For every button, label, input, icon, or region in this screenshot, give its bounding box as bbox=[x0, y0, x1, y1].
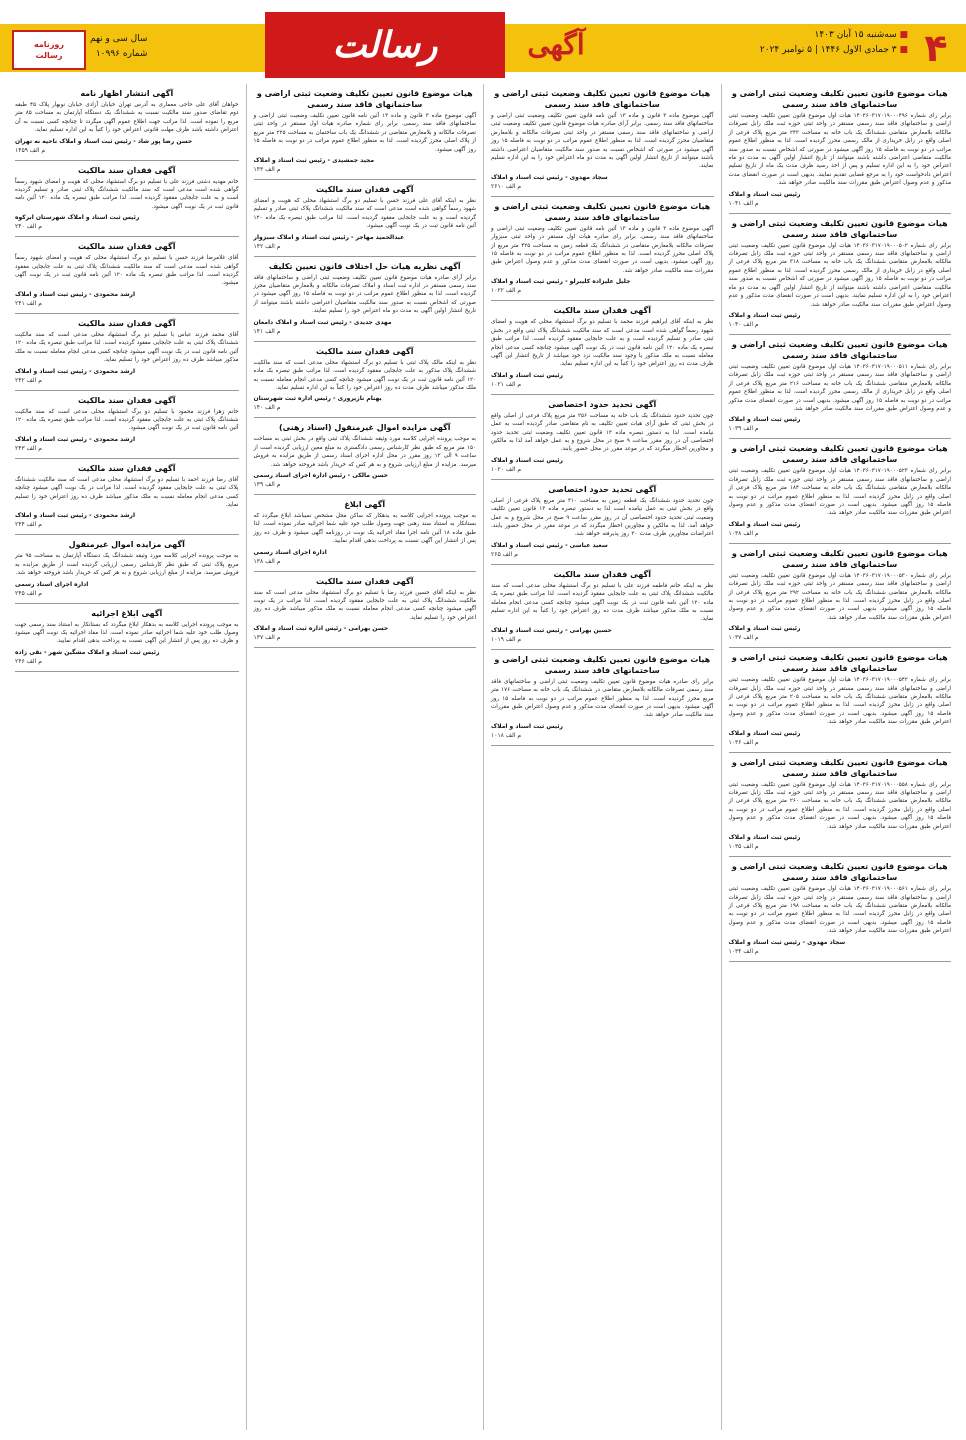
ad-code: م الف ۱۰۲۰ bbox=[491, 465, 522, 473]
ad-title: آگهی فقدان سند مالکیت bbox=[78, 165, 176, 175]
ad-code: م الف ۱۴۱ bbox=[253, 327, 281, 335]
ad-body: به موجب پرونده اجرایی کلاسه مورد وثیقه ششدانگ یک دستگاه آپارتمان به مساحت ۹۵ متر مربع پلاک ثبتی که طبق نظر کارشناس رسمی ارزیابی گردیده است از طریق مزایده به فروش میرسد. مزایده از مبلغ ارزیابی شروع و به هر کس که خریدار باشد فروخته خواهد شد. bbox=[15, 553, 239, 577]
ad-title: هیات موضوع قانون تعیین تکلیف وضعیت ثبتی اراضی و ساختمانهای فاقد سند رسمی bbox=[731, 89, 948, 109]
ad-title: هیات موضوع قانون تعیین تکلیف وضعیت ثبتی اراضی و ساختمانهای فاقد سند رسمی bbox=[731, 862, 948, 883]
ad-title: آگهی فقدان سند مالکیت bbox=[553, 569, 651, 579]
ad-title: هیات موضوع قانون تعیین تکلیف وضعیت ثبتی اراضی و ساختمانهای فاقد سند رسمی bbox=[494, 654, 711, 675]
ad-title: آگهی مزایده اموال غیرمنقول (اسناد رهنی) bbox=[278, 423, 451, 433]
ad-code: م الف ۱۳۹ bbox=[253, 480, 281, 488]
ad-code: م الف ۱۰۱۸ bbox=[491, 731, 522, 739]
ad-code: م الف ۲۴۰ bbox=[15, 223, 42, 231]
ad-body: خواهان آقای علی حاجی معماری به آدرس تهران خیابان آزادی خیابان نوبهار پلاک ۴۵ طبقه دوم تقاضای صدور سند مالکیت نسبت به ششدانگ یک دستگاه آپارتمان به مساحت ۸۵ متر مربع را نموده است. لذا مراتب جهت اطلاع عموم آگهی میگردد تا چنانچه کسی نسبت به آن اعتراض داشته باشد ظرف مهلت قانونی اعتراض خود را کتباً به این اداره تسلیم نماید. bbox=[15, 102, 239, 134]
ad-signature: ارشد محمودی - رئیس ثبت اسناد و املاک bbox=[15, 435, 136, 443]
ad-code: م الف ۱۰۲۲ bbox=[491, 287, 522, 295]
ad-notice bbox=[729, 753, 952, 857]
page-number: ۴ bbox=[924, 26, 948, 70]
ad-notice bbox=[15, 459, 239, 536]
ad-notice bbox=[15, 535, 239, 603]
ad-body: خانم مهدیه دشتی فرزند علی با تسلیم دو برگ استشهاد محلی که هویت و امضای شهود رسماً گواهی شده است مدعی است که سند مالکیت ششدانگ پلاک ثبتی صادر و تسلیم گردیده است و به علت جابجایی مفقود گردیده است. لذا مراتب طبق تبصره یک ماده ۱۲۰ آئین نامه قانون ثبت در یک نوبت آگهی میشود. bbox=[15, 178, 239, 210]
newspaper-logo: رسالت bbox=[265, 12, 505, 78]
ad-signature: اداره اجرای اسناد رسمی bbox=[15, 580, 89, 588]
ad-signature: مهدی جدیدی - رئیس ثبت اسناد و املاک دامغان bbox=[253, 318, 392, 326]
ad-title: هیات موضوع قانون تعیین تکلیف وضعیت ثبتی اراضی و ساختمانهای فاقد سند رسمی bbox=[494, 89, 711, 109]
ad-body: چون تحدید حدود ششدانگ یک باب خانه به مساحت ۲۵۶ متر مربع پلاک فرعی از اصلی واقع در بخش ثبتی که طبق آرای هیات تعیین تکلیف به نام متقاضی صادر گردیده است به عمل نیامده است. لذا به دستور تبصره ماده ۱۳ قانون تعیین تکلیف وضعیت ثبتی تحدید حدود اختصاصی آن در روز مقرر ساعت ۹ صبح در محل شروع و به عمل خواهد آمد لذا به مالکین و مجاورین اخطار میگردد که در موعد مقرر در محل حضور یابند. bbox=[491, 412, 714, 453]
ad-code: م الف ۲۶۵ bbox=[491, 550, 518, 558]
ad-notice bbox=[729, 335, 952, 439]
ad-signature: ارشد محمودی - رئیس ثبت اسناد و املاک bbox=[15, 512, 136, 520]
ad-signature: ارشد محمودی - رئیس ثبت اسناد و املاک bbox=[15, 367, 136, 375]
ad-code: م الف ۲۴۱ bbox=[15, 299, 42, 307]
ad-signature: بهنام نازپروری - رئیس اداره ثبت شهرستان bbox=[253, 395, 382, 403]
ad-body: آقای غلامرضا فرزند حسن با تسلیم دو برگ استشهاد محلی که هویت و امضای شهود رسماً گواهی شده است مدعی است که سند مالکیت ششدانگ پلاک ثبتی به علت جابجایی مفقود گردیده است. لذا مراتب طبق تبصره یک ماده ۱۲۰ آئین نامه قانون ثبت در یک نوبت آگهی میشود. bbox=[15, 255, 239, 287]
ad-body: آقای محمد فرزند عباس با تسلیم دو برگ استشهاد محلی مدعی است که سند مالکیت ششدانگ پلاک ثبتی به علت جابجایی مفقود گردیده است. لذا مراتب طبق تبصره یک ماده ۱۲۰ آئین نامه قانون ثبت در یک نوبت آگهی میشود چنانچه کسی مدعی انجام معامله نسبت به ملک مذکور میباشد ظرف ده روز اعتراض خود را تسلیم نماید. bbox=[15, 331, 239, 364]
ad-notice bbox=[254, 342, 477, 419]
ad-signature: حسن بهرامی - رئیس اداره ثبت اسناد و املاک bbox=[253, 625, 389, 633]
ad-code: م الف ۲۴۲ bbox=[15, 376, 42, 384]
ad-column bbox=[246, 84, 484, 1430]
date-line-2: ۳ جمادی الاول ۱۴۴۶ | ۵ نوامبر ۲۰۲۴ bbox=[759, 45, 897, 55]
ad-body: برابر رای شماره ۱۴۰۳۶۰۳۱۷۰۱۹۰۰۰۵۲۳ هیات اول موضوع قانون تعیین تکلیف وضعیت ثبتی اراضی و ساختمانهای فاقد سند رسمی مستقر در واحد ثبتی حوزه ثبت ملک زابل تصرفات مالکانه بلامعارض متقاضی ششدانگ یک باب خانه به مساحت ۱۸۴ متر مربع پلاک فرعی از اصلی واقع در زابل محرز گردیده است. لذا به منظور اطلاع عموم مراتب در دو نوبت به فاصله ۱۵ روز آگهی میشود. بدیهی است در صورت انقضای مدت مذکور و عدم وصول اعتراض طبق مقررات سند مالکیت صادر خواهد شد. bbox=[728, 468, 951, 517]
ad-signature: رئیس ثبت اسناد و املاک bbox=[728, 311, 801, 319]
ad-signature: حسن رضا پور شاد - رئیس ثبت اسناد و املاک ناحیه نه تهران bbox=[15, 137, 193, 145]
ad-code: م الف ۱۳۷ bbox=[253, 634, 281, 642]
ad-signature: سجاد مهدوی - رئیس ثبت اسناد و املاک bbox=[491, 173, 608, 181]
ad-body: آگهی موضوع ماده ۳ قانون و ماده ۱۳ آئین نامه قانون تعیین تکلیف وضعیت ثبتی اراضی و ساختمانهای فاقد سند رسمی. برابر رای صادره هیات اول مستقر در واحد ثبتی سبزوار تصرفات مالکانه بلامعارض متقاضی در ششدانگ یک قطعه زمین به مساحت ۴۲۵ متر مربع از پلاک اصلی محرز گردیده است. لذا به منظور اطلاع عموم مراتب در دو نوبت به فاصله ۱۵ روز آگهی میشود. بدیهی است در صورت انقضای مدت مذکور و عدم وصول اعتراض طبق مقررات سند مالکیت صادر خواهد شد. bbox=[491, 225, 714, 274]
ad-title: هیات موضوع قانون تعیین تکلیف وضعیت ثبتی اراضی و ساختمانهای فاقد سند رسمی bbox=[731, 548, 948, 569]
ad-notice bbox=[729, 439, 952, 543]
badge-line-1: روزنامه bbox=[34, 40, 64, 49]
ad-body: آگهی موضوع ماده ۳ قانون و ماده ۱۳ آئین نامه قانون تعیین تکلیف وضعیت ثبتی اراضی و ساختمانهای فاقد سند رسمی. برابر رای شماره صادره هیات اول مستقر در واحد ثبتی تصرفات مالکانه و بلامعارض متقاضی در ششدانگ یک باب ساختمان به مساحت ۲۲۵ متر مربع از پلاک اصلی محرز گردیده است. لذا به منظور اطلاع عموم مراتب در دو نوبت به فاصله ۱۵ روز آگهی میشود. bbox=[253, 113, 477, 153]
ad-title: آگهی فقدان سند مالکیت bbox=[78, 318, 176, 328]
ad-column bbox=[8, 84, 246, 1430]
ad-code: م الف ۲۴۳ bbox=[15, 444, 42, 452]
ad-notice bbox=[254, 257, 477, 342]
ad-signature: رئیس ثبت اسناد و املاک bbox=[491, 371, 563, 379]
ad-title: هیات موضوع قانون تعیین تکلیف وضعیت ثبتی اراضی و ساختمانهای فاقد سند رسمی bbox=[731, 444, 948, 465]
ad-notice bbox=[15, 604, 239, 672]
ad-signature: سجاد مهدوی - رئیس ثبت اسناد و املاک bbox=[728, 938, 846, 946]
ad-title: آگهی ابلاغ اجرائیه bbox=[91, 608, 163, 618]
ad-title: هیات موضوع قانون تعیین تکلیف وضعیت ثبتی اراضی و ساختمانهای فاقد سند رسمی bbox=[256, 89, 473, 109]
ad-title: هیات موضوع قانون تعیین تکلیف وضعیت ثبتی اراضی و ساختمانهای فاقد سند رسمی bbox=[731, 757, 948, 778]
ad-code: م الف ۲۴۶ bbox=[15, 657, 42, 665]
badge-line-2: رسالت bbox=[35, 51, 63, 60]
ad-body: به موجب پرونده اجرایی کلاسه به بدهکار ابلاغ میگردد که بستانکار به استناد سند رسمی جهت وصول طلب خود علیه شما اجرائیه صادر نموده است. لذا مفاد اجرائیه یک نوبت آگهی میشود و ظرف ده روز پس از انتشار این آگهی نسبت به پرداخت بدهی اقدام نمایید. bbox=[15, 621, 239, 645]
ad-body: نظر به اینکه خانم فاطمه فرزند علی با تسلیم دو برگ استشهاد محلی مدعی است که سند مالکیت ششدانگ پلاک ثبتی به علت جابجایی مفقود گردیده است. لذا مراتب طبق تبصره یک ماده ۱۲۰ آئین نامه قانون ثبت در یک نوبت آگهی میشود چنانچه کسی مدعی انجام معامله نسبت به ملک مذکور میباشد ظرف مدت ده روز اعتراض خود را کتباً به این اداره تسلیم نماید. bbox=[491, 582, 714, 623]
ad-code: م الف ۱۴۰ bbox=[253, 404, 281, 412]
ad-body: به موجب پرونده اجرایی کلاسه مورد وثیقه ششدانگ پلاک ثبتی واقع در بخش ثبتی به مساحت ۱۵۰ متر مربع که طبق نظر کارشناس رسمی دادگستری به مبلغ معین ارزیابی گردیده است از ساعت ۹ الی ۱۲ روز مقرر در محل اداره اجرای اسناد رسمی از طریق مزایده به فروش میرسد. مزایده از مبلغ ارزیابی شروع و به هر کس که خریدار باشد فروخته خواهد شد. bbox=[253, 436, 477, 468]
ad-body: برابر رای شماره ۱۴۰۳۶۰۳۱۷۰۱۹۰۰۰۵۴۲ هیات اول موضوع قانون تعیین تکلیف وضعیت ثبتی اراضی و ساختمانهای فاقد سند رسمی مستقر در واحد ثبتی حوزه ثبت ملک زابل تصرفات مالکانه بلامعارض متقاضی ششدانگ یک باب خانه به مساحت ۲۰۵ متر مربع پلاک فرعی از اصلی واقع در زابل محرز گردیده است. لذا به منظور اطلاع عموم مراتب در دو نوبت به فاصله ۱۵ روز آگهی میشود. بدیهی است در صورت انقضای مدت مذکور و عدم وصول اعتراض طبق مقررات سند مالکیت صادر خواهد شد. bbox=[728, 677, 951, 726]
ad-notice bbox=[491, 395, 714, 480]
ad-title: آگهی فقدان سند مالکیت bbox=[316, 576, 414, 586]
ad-notice bbox=[491, 480, 714, 565]
ad-signature: جلیل علیزاده کلیبرلو - رئیس ثبت اسناد و املاک bbox=[491, 278, 631, 286]
ad-title: آگهی مزایده اموال غیرمنقول bbox=[68, 540, 185, 550]
ad-notice bbox=[254, 495, 477, 572]
ad-body: چون تحدید حدود ششدانگ یک قطعه زمین به مساحت ۳۱۰ متر مربع پلاک فرعی از اصلی واقع در بخش ثبتی به عمل نیامده است لذا به دستور تبصره ماده ۱۳ قانون تعیین تکلیف وضعیت ثبتی تحدید حدود اختصاصی آن در روز مقرر ساعت ۹ صبح در محل شروع و به عمل خواهد آمد. لذا به مالکین و مجاورین اخطار میگردد که در موعد مقرر در محل حضور یابند. اعتراضات مجاورین ظرف مدت ۳۰ روز پذیرفته خواهد شد. bbox=[491, 497, 714, 538]
ad-notice bbox=[254, 84, 477, 180]
date-box: ■ سه‌شنبه ۱۵ آبان ۱۴۰۳ ■ ۳ جمادی الاول ۱۴۴۶ | ۵ نوامبر ۲۰۲۴ bbox=[759, 30, 908, 55]
ad-body: برابر رای شماره ۱۴۰۳۶۰۳۱۷۰۱۹۰۰۰۴۹۶ هیات اول موضوع قانون تعیین تکلیف وضعیت ثبتی اراضی و ساختمانهای فاقد سند رسمی مستقر در واحد ثبتی حوزه ثبت ملک زابل تصرفات مالکانه بلامعارض متقاضی ششدانگ یک باب خانه به مساحت ۲۴۳ متر مربع پلاک فرعی از اصلی واقع در زابل خریداری از مالک رسمی محرز گردیده است. لذا به منظور اطلاع عموم مراتب در دو نوبت به فاصله ۱۵ روز آگهی میشود در صورتی که اشخاص نسبت به صدور سند مالکیت متقاضی اعتراضی داشته باشند میتوانند از تاریخ انتشار اولین آگهی به مدت دو ماه اعتراض خود را به این اداره تسلیم و پس از اخذ رسید ظرف مدت یک ماه از تاریخ تسلیم اعتراض دادخواست خود را به مرجع قضایی تقدیم نمایند. بدیهی است در صورت انقضای مدت مذکور و عدم وصول اعتراض طبق مقررات سند مالکیت صادر خواهد شد. bbox=[728, 113, 951, 187]
ad-signature: حسین بهرامی - رئیس ثبت اسناد و املاک bbox=[491, 626, 612, 634]
ad-signature: رئیس ثبت اسناد و املاک bbox=[491, 722, 563, 730]
ad-notice bbox=[15, 84, 239, 161]
ad-body: برابر رای شماره ۱۴۰۳۶۰۳۱۷۰۱۹۰۰۰۵۰۲ هیات اول موضوع قانون تعیین تکلیف وضعیت ثبتی اراضی و ساختمانهای فاقد سند رسمی مستقر در واحد ثبتی حوزه ثبت ملک زابل تصرفات مالکانه بلامعارض متقاضی ششدانگ یک باب خانه به مساحت ۳۱۸ متر مربع پلاک فرعی از اصلی واقع در زابل خریداری از مالک رسمی محرز گردیده است. لذا به منظور اطلاع عموم مراتب در دو نوبت به فاصله ۱۵ روز آگهی میشود در صورتی که اشخاص نسبت به صدور سند مالکیت متقاضی اعتراضی داشته باشند میتوانند از تاریخ انتشار اولین آگهی به مدت دو ماه اعتراض خود را به این اداره تسلیم نمایند. بدیهی است در صورت انقضای مدت مذکور و عدم وصول اعتراض طبق مقررات سند مالکیت صادر خواهد شد. bbox=[728, 242, 951, 308]
newspaper-badge bbox=[12, 30, 86, 70]
ad-signature: رئیس ثبت اسناد و املاک bbox=[728, 625, 801, 633]
ad-notice bbox=[254, 418, 477, 495]
ad-column bbox=[483, 84, 721, 1430]
ad-body: برابر آرای صادره هیات موضوع قانون تعیین تکلیف وضعیت ثبتی اراضی و ساختمانهای فاقد سند رسمی مستقر در اداره ثبت اسناد و املاک تصرفات مالکانه و بلامعارض متقاضیان محرز گردیده است. لذا به منظور اطلاع عموم مراتب در دو نوبت به فاصله ۱۵ روز آگهی میشود در صورتی که اشخاص نسبت به صدور سند مالکیت متقاضیان اعتراضی داشته باشند میتوانند از تاریخ انتشار اولین آگهی به مدت دو ماه اعتراض خود را تسلیم نمایند. bbox=[253, 274, 476, 315]
ad-title: آگهی فقدان سند مالکیت bbox=[553, 306, 651, 316]
ad-body: آقای رضا فرزند احمد با تسلیم دو برگ استشهاد محلی مدعی است که سند مالکیت ششدانگ پلاک ثبتی به علت جابجایی مفقود گردیده است. لذا مراتب در یک نوبت آگهی میشود چنانچه کسی مدعی انجام معامله نسبت به ملک مذکور میباشد ظرف ده روز اعتراض خود را تسلیم نماید. bbox=[15, 476, 239, 508]
ad-body: برابر رای صادره هیات موضوع قانون تعیین تکلیف وضعیت ثبتی اراضی و ساختمانهای فاقد سند رسمی تصرفات مالکانه بلامعارض متقاضی در ششدانگ یک باب خانه به مساحت ۱۷۶ متر مربع محرز گردیده است. لذا به منظور اطلاع عموم مراتب در دو نوبت به فاصله ۱۵ روز آگهی میشود. بدیهی است در صورت انقضای مدت مذکور و عدم وصول اعتراض طبق مقررات سند مالکیت صادر خواهد شد. bbox=[491, 678, 714, 719]
ad-column bbox=[721, 84, 959, 1430]
ad-title: آگهی تحدید حدود اختصاصی bbox=[548, 399, 657, 409]
ad-signature: رئیس ثبت اسناد و املاک bbox=[728, 416, 801, 424]
ad-code: م الف ۱۰۳۶ bbox=[728, 738, 759, 746]
ad-notice bbox=[15, 237, 239, 314]
ad-notice bbox=[491, 565, 714, 650]
ad-body: برابر رای شماره ۱۴۰۳۶۰۳۱۷۰۱۹۰۰۰۵۶۱ هیات اول موضوع قانون تعیین تکلیف وضعیت ثبتی اراضی و ساختمانهای فاقد سند رسمی مستقر در واحد ثبتی حوزه ثبت ملک زابل تصرفات مالکانه بلامعارض متقاضی ششدانگ یک باب خانه به مساحت ۱۹۸ متر مربع پلاک فرعی از اصلی واقع در زابل محرز گردیده است. لذا به منظور اطلاع عموم مراتب در دو نوبت به فاصله ۱۵ روز آگهی میشود. بدیهی است در صورت انقضای مدت مذکور و عدم وصول اعتراض طبق مقررات سند مالکیت صادر خواهد شد. bbox=[728, 886, 951, 935]
ad-signature: رئیس ثبت اسناد و املاک مشگین شهر - نقی زاده bbox=[15, 648, 160, 656]
ad-code: م الف ۱۴۳ bbox=[253, 166, 281, 174]
ad-code: م الف ۱۰۳۸ bbox=[728, 529, 759, 537]
ad-notice bbox=[729, 84, 952, 214]
ad-body: نظر به اینکه آقای ابراهیم فرزند محمد با تسلیم دو برگ استشهاد محلی که هویت و امضای شهود رسماً گواهی شده است مدعی است که سند مالکیت ششدانگ پلاک ثبتی واقع در بخش ثبتی صادر و تسلیم گردیده است و به علت جابجایی مفقود گردیده است. لذا مراتب طبق تبصره یک ماده ۱۲۰ آئین نامه قانون ثبت در یک نوبت آگهی میشود چنانچه کسی مدعی انجام معامله نسبت به ملک مذکور یا وجود سند مالکیت نزد خود میباشد از تاریخ انتشار این آگهی ظرف مدت ده روز اعتراض خود را کتباً به این اداره تسلیم نماید. bbox=[491, 319, 714, 368]
ad-signature: رئیس ثبت اسناد و املاک bbox=[728, 834, 801, 842]
ad-title: هیات موضوع قانون تعیین تکلیف وضعیت ثبتی اراضی و ساختمانهای فاقد سند رسمی bbox=[731, 218, 948, 239]
ad-code: م الف ۱۰۲۱ bbox=[491, 380, 522, 388]
ad-title: آگهی انتشار اظهار نامه bbox=[80, 89, 174, 98]
page-header bbox=[0, 0, 966, 80]
ad-notice bbox=[729, 648, 952, 752]
ad-title: آگهی تحدید حدود اختصاصی bbox=[548, 484, 657, 494]
ad-notice bbox=[729, 857, 952, 961]
ad-notice bbox=[491, 84, 714, 197]
ad-body: نظر به اینکه آقای حسین فرزند رضا با تسلیم دو برگ استشهاد محلی مدعی است که سند مالکیت ششدانگ پلاک ثبتی به علت جابجایی مفقود گردیده است. لذا مراتب در یک نوبت آگهی میشود چنانچه کسی مدعی انجام معامله نسبت به ملک مذکور میباشد ظرف ده روز اعتراض خود را تسلیم نماید. bbox=[253, 589, 476, 621]
ad-title: آگهی نظریه هیات حل اختلاف قانون تعیین تکلیف bbox=[268, 261, 461, 271]
ad-code: م الف ۱۴۵۹ bbox=[15, 146, 46, 154]
ad-code: م الف ۲۴۴ bbox=[15, 521, 42, 529]
ad-code: م الف ۱۰۴۰ bbox=[728, 320, 759, 328]
ad-notice bbox=[729, 214, 952, 335]
ad-code: م الف ۱۴۲ bbox=[253, 242, 281, 250]
ad-notice bbox=[491, 301, 714, 394]
ad-code: م الف ۱۰۳۹ bbox=[728, 425, 759, 433]
ad-code: م الف ۱۰۳۷ bbox=[728, 634, 759, 642]
ad-body: برابر رای شماره ۱۴۰۳۶۰۳۱۷۰۱۹۰۰۰۵۱۱ هیات اول موضوع قانون تعیین تکلیف وضعیت ثبتی اراضی و ساختمانهای فاقد سند رسمی مستقر در واحد ثبتی حوزه ثبت ملک زابل تصرفات مالکانه بلامعارض متقاضی ششدانگ یک باب خانه به مساحت ۲۱۶ متر مربع پلاک فرعی از اصلی واقع در زابل خریداری از مالک رسمی محرز گردیده است. لذا به منظور اطلاع عموم مراتب در دو نوبت به فاصله ۱۵ روز آگهی میشود. بدیهی است در صورت انقضای مدت مذکور و عدم وصول اعتراض طبق مقررات سند مالکیت صادر خواهد شد. bbox=[728, 363, 951, 412]
ad-notice bbox=[491, 650, 714, 746]
ad-signature: ارشد محمودی - رئیس ثبت اسناد و املاک bbox=[15, 290, 136, 298]
edition-line-1: سال سی و نهم bbox=[90, 34, 148, 44]
ad-body: خانم زهرا فرزند محمود با تسلیم دو برگ استشهاد محلی مدعی است که سند مالکیت ششدانگ پلاک ثبتی به علت جابجایی مفقود گردیده است. لذا مراتب طبق تبصره یک ماده ۱۲۰ آئین نامه قانون ثبت در یک نوبت آگهی میشود. bbox=[15, 408, 239, 432]
ad-title: آگهی فقدان سند مالکیت bbox=[78, 463, 176, 473]
ad-signature: مجید جمشیدی - رئیس ثبت اسناد و املاک bbox=[253, 157, 375, 165]
ad-notice bbox=[254, 180, 477, 257]
ad-notice bbox=[15, 314, 239, 391]
ad-title: آگهی فقدان سند مالکیت bbox=[78, 395, 176, 405]
ad-body: نظر به اینکه آقای علی فرزند حسن با تسلیم دو برگ استشهاد محلی که هویت و امضای شهود رسماً گواهی شده است مدعی است که سند مالکیت ششدانگ پلاک ثبتی صادر و تسلیم گردیده است و به علت جابجایی مفقود گردیده است. لذا مراتب طبق تبصره یک ماده ۱۲۰ آئین نامه قانون ثبت در یک نوبت آگهی میشود. bbox=[253, 198, 476, 230]
section-title: آگهی bbox=[527, 28, 585, 61]
ad-title: آگهی فقدان سند مالکیت bbox=[316, 346, 414, 356]
ad-code: م الف ۱۰۴۱ bbox=[728, 199, 759, 207]
ad-signature: رئیس ثبت اسناد و املاک bbox=[728, 190, 801, 198]
ad-code: م الف ۲۴۵ bbox=[15, 589, 42, 597]
ad-code: م الف ۱۰۳۵ bbox=[728, 843, 759, 851]
ad-signature: سعید عباسی - رئیس ثبت اسناد و املاک bbox=[491, 541, 608, 549]
ad-body: برابر رای شماره ۱۴۰۳۶۰۳۱۷۰۱۹۰۰۰۵۳۰ هیات اول موضوع قانون تعیین تکلیف وضعیت ثبتی اراضی و ساختمانهای فاقد سند رسمی مستقر در واحد ثبتی حوزه ثبت ملک زابل تصرفات مالکانه بلامعارض متقاضی ششدانگ یک باب خانه به مساحت ۲۹۲ متر مربع پلاک فرعی از اصلی واقع در زابل محرز گردیده است. لذا به منظور اطلاع عموم مراتب در دو نوبت به فاصله ۱۵ روز آگهی میشود. بدیهی است در صورت انقضای مدت مذکور و عدم وصول اعتراض طبق مقررات سند مالکیت صادر خواهد شد. bbox=[728, 572, 951, 621]
ad-code: م الف ۱۳۸ bbox=[253, 557, 281, 565]
ad-body: آگهی موضوع ماده ۳ قانون و ماده ۱۳ آئین نامه قانون تعیین تکلیف وضعیت ثبتی اراضی و ساختمانهای فاقد سند رسمی. برابر آرای صادره هیات موضوع قانون تعیین تکلیف وضعیت ثبتی اراضی و ساختمانهای فاقد سند رسمی مستقر در واحد ثبتی تصرفات مالکانه و بلامعارض متقاضیان محرز گردیده است. لذا به منظور اطلاع عموم مراتب در دو نوبت به فاصله ۱۵ روز آگهی میشود در صورتی که اشخاص نسبت به صدور سند مالکیت متقاضیان اعتراضی داشته باشند میتوانند از تاریخ انتشار اولین آگهی به مدت دو ماه اعتراض خود را به این اداره تسلیم نمایند. bbox=[491, 113, 714, 170]
ad-title: هیات موضوع قانون تعیین تکلیف وضعیت ثبتی اراضی و ساختمانهای فاقد سند رسمی bbox=[731, 339, 948, 360]
ad-notice bbox=[491, 197, 714, 301]
ad-title: آگهی فقدان سند مالکیت bbox=[316, 185, 414, 195]
ad-signature: رئیس ثبت اسناد و املاک bbox=[491, 456, 563, 464]
ad-title: هیات موضوع قانون تعیین تکلیف وضعیت ثبتی اراضی و ساختمانهای فاقد سند رسمی bbox=[731, 653, 948, 674]
ad-body: نظر به اینکه مالک پلاک ثبتی با تسلیم دو برگ استشهاد محلی مدعی است که سند مالکیت ششدانگ پلاک مذکور به علت جابجایی مفقود گردیده است. لذا مراتب طبق تبصره یک ماده ۱۲۰ آئین نامه قانون ثبت در یک نوبت آگهی میشود چنانچه کسی مدعی انجام معامله نسبت به ملک مذکور میباشد ظرف مدت ده روز اعتراض خود را کتباً به این اداره تسلیم نماید. bbox=[253, 359, 476, 391]
ad-code: م الف ۱۰۱۹ bbox=[491, 635, 522, 643]
ad-notice bbox=[254, 572, 477, 649]
ad-signature: رئیس ثبت اسناد و املاک bbox=[728, 729, 801, 737]
ad-title: آگهی ابلاغ bbox=[344, 499, 386, 509]
ad-title: هیات موضوع قانون تعیین تکلیف وضعیت ثبتی اراضی و ساختمانهای فاقد سند رسمی bbox=[494, 201, 711, 222]
date-line-1: سه‌شنبه ۱۵ آبان ۱۴۰۳ bbox=[814, 30, 897, 40]
ad-notice bbox=[15, 161, 239, 238]
ad-signature: عبدالحمید مهاجر - رئیس ثبت اسناد و املاک سبزوار bbox=[253, 233, 405, 241]
ad-signature: رئیس ثبت اسناد و املاک bbox=[728, 520, 801, 528]
ad-notice bbox=[15, 391, 239, 459]
ad-title: آگهی فقدان سند مالکیت bbox=[78, 242, 176, 252]
ad-code: م الف ۱۰۳۴ bbox=[728, 947, 759, 955]
ad-body: برابر رای شماره ۱۴۰۳۶۰۳۱۷۰۱۹۰۰۰۵۵۸ هیات اول موضوع قانون تعیین تکلیف وضعیت ثبتی اراضی و ساختمانهای فاقد سند رسمی مستقر در واحد ثبتی حوزه ثبت ملک زابل تصرفات مالکانه بلامعارض متقاضی ششدانگ یک باب خانه به مساحت ۲۶۰ متر مربع پلاک فرعی از اصلی واقع در زابل محرز گردیده است. لذا به منظور اطلاع عموم مراتب در دو نوبت به فاصله ۱۵ روز آگهی میشود. بدیهی است در صورت انقضای مدت مذکور و عدم وصول اعتراض طبق مقررات سند مالکیت صادر خواهد شد. bbox=[728, 781, 951, 830]
edition-info bbox=[90, 32, 147, 62]
ad-signature: حسن مالکی - رئیس اداره اجرای اسناد رسمی bbox=[253, 471, 388, 479]
ad-body: به موجب پرونده اجرایی کلاسه به بدهکار که ساکن محل مشخص نمیباشد ابلاغ میگردد که بستانکار به استناد سند رهنی جهت وصول طلب خود علیه شما اجرائیه صادر نموده است. لذا طبق ماده ۱۸ آئین نامه اجرا مفاد اجرائیه یک نوبت در روزنامه آگهی میشود و ظرف ده روز پس از انتشار این آگهی نسبت به پرداخت بدهی اقدام نمایید. bbox=[253, 512, 477, 545]
ad-signature: اداره اجرای اسناد رسمی bbox=[253, 548, 327, 556]
ad-signature: رئیس ثبت اسناد و املاک شهرستان ابرکوه bbox=[15, 214, 140, 222]
ad-code: م الف ۲۶۱۰ bbox=[491, 182, 522, 190]
ad-columns bbox=[8, 84, 958, 1430]
edition-line-2: شماره ۱۰۹۹۶ bbox=[95, 49, 148, 59]
ad-notice bbox=[729, 544, 952, 648]
